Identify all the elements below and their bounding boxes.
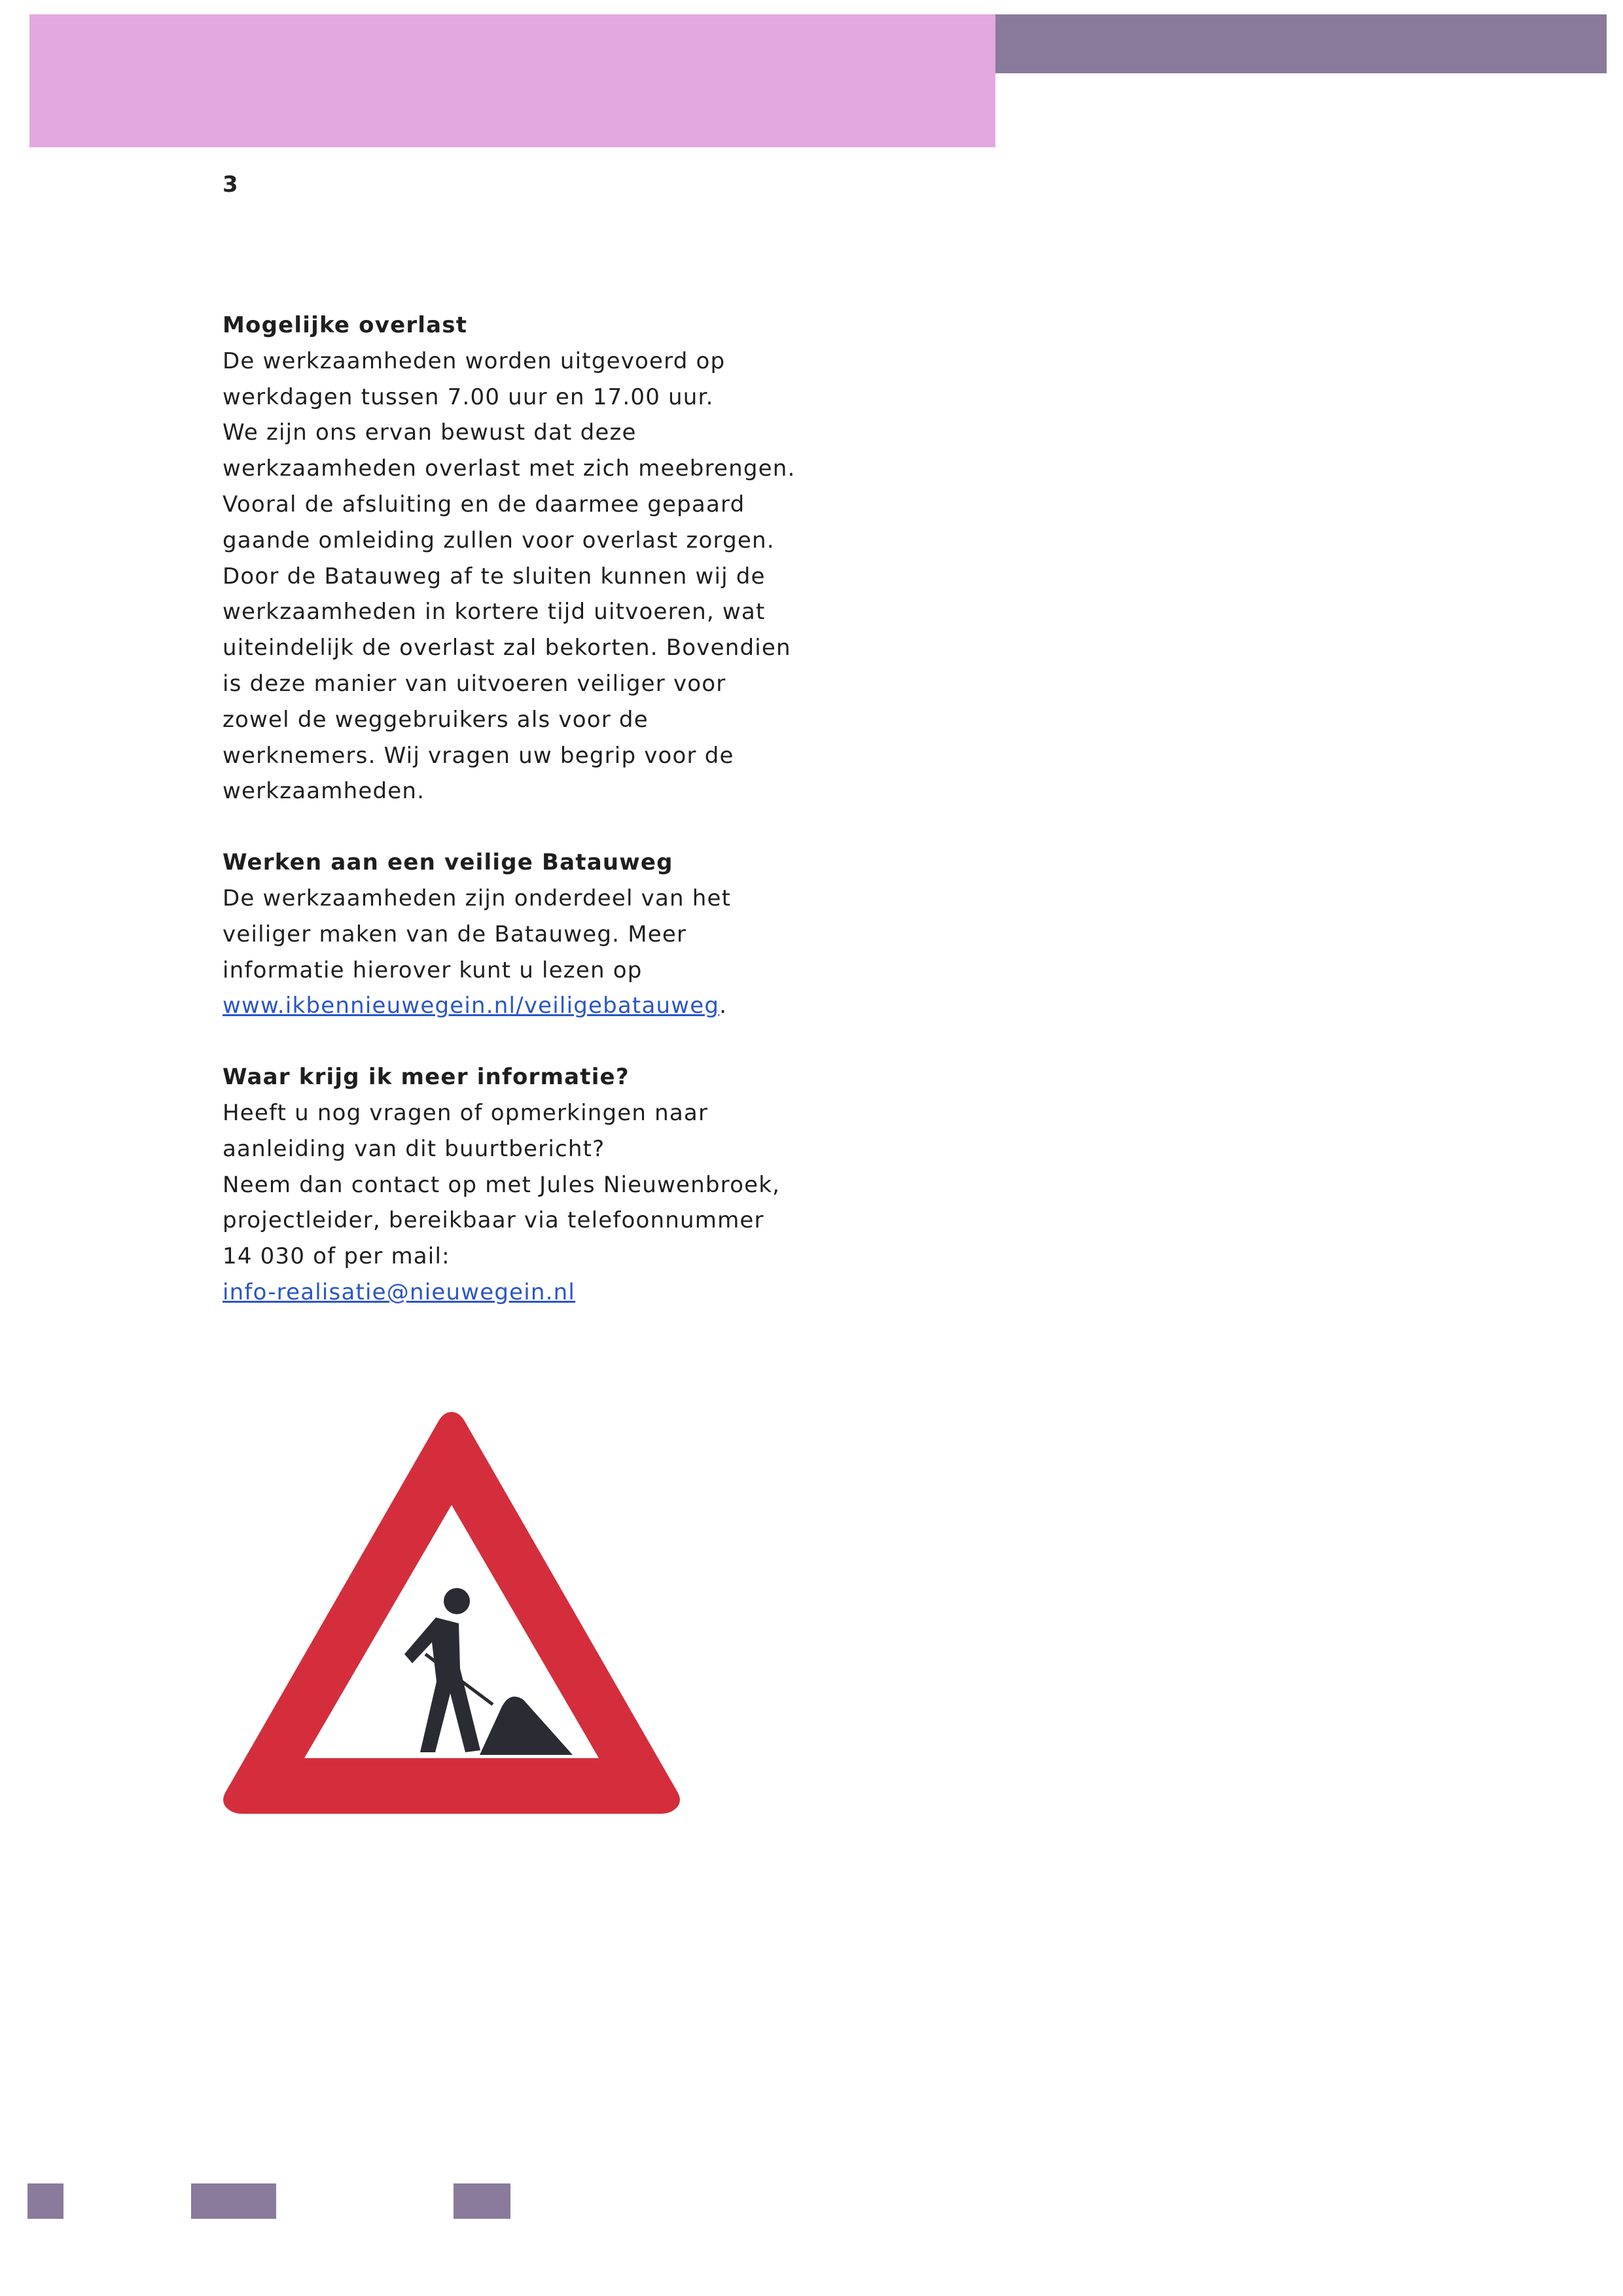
section-overlast bbox=[223, 308, 877, 809]
section-text bbox=[223, 881, 877, 1024]
text-line: 14 030 of per mail: bbox=[223, 1243, 450, 1270]
text-line bbox=[223, 988, 877, 1024]
page-number: 3 bbox=[223, 171, 238, 198]
text-line: Door de Batauweg af te sluiten kunnen wij de bbox=[223, 563, 766, 590]
footer-square-3 bbox=[454, 2183, 510, 2219]
text-line: werkzaamheden. bbox=[223, 778, 425, 805]
footer-square-2 bbox=[191, 2183, 276, 2219]
section-heading: Mogelijke overlast bbox=[223, 312, 468, 338]
text-line: veiliger maken van de Batauweg. Meer bbox=[223, 921, 687, 947]
text-line: werknemers. Wij vragen uw begrip voor de bbox=[223, 742, 734, 769]
section-meer-informatie bbox=[223, 1059, 877, 1311]
section-text bbox=[223, 1095, 877, 1311]
text-line: De werkzaamheden worden uitgevoerd op bbox=[223, 347, 726, 374]
text-line: De werkzaamheden zijn onderdeel van het bbox=[223, 885, 732, 911]
email-link[interactable]: info-realisatie@nieuwegein.nl bbox=[223, 1279, 576, 1305]
text-line: Vooral de afsluiting en de daarmee gepaard bbox=[223, 491, 745, 518]
road-works-warning-sign-icon bbox=[216, 1407, 687, 1819]
section-heading: Waar krijg ik meer informatie? bbox=[223, 1064, 630, 1091]
link-suffix: . bbox=[719, 993, 728, 1019]
text-line: werkdagen tussen 7.00 uur en 17.00 uur. bbox=[223, 383, 714, 410]
text-line: informatie hierover kunt u lezen op bbox=[223, 957, 643, 983]
footer-square-1 bbox=[27, 2183, 63, 2219]
text-line: werkzaamheden in kortere tijd uitvoeren, wat bbox=[223, 599, 766, 626]
text-line: uiteindelijk de overlast zal bekorten. Bovendien bbox=[223, 635, 791, 662]
text-line bbox=[223, 1275, 877, 1311]
text-line: werkzaamheden overlast met zich meebrengen. bbox=[223, 455, 796, 482]
text-line: Neem dan contact op met Jules Nieuwenbroek, bbox=[223, 1171, 781, 1198]
header-band-pink bbox=[29, 14, 995, 147]
text-line: Heeft u nog vragen of opmerkingen naar bbox=[223, 1099, 709, 1126]
text-line: aanleiding van dit buurtbericht? bbox=[223, 1135, 605, 1162]
document-body bbox=[223, 308, 877, 1346]
section-veilige-batauweg bbox=[223, 845, 877, 1024]
text-line: projectleider, bereikbaar via telefoonnummer bbox=[223, 1207, 764, 1234]
text-line: We zijn ons ervan bewust dat deze bbox=[223, 419, 637, 446]
text-line: gaande omleiding zullen voor overlast zorgen. bbox=[223, 527, 775, 554]
section-heading: Werken aan een veilige Batauweg bbox=[223, 849, 673, 876]
website-link[interactable]: www.ikbennieuwegein.nl/veiligebatauweg bbox=[223, 993, 720, 1019]
text-line: is deze manier van uitvoeren veiliger voor bbox=[223, 670, 726, 697]
header-band-purple bbox=[995, 14, 1607, 73]
section-text bbox=[223, 344, 877, 809]
text-line: zowel de weggebruikers als voor de bbox=[223, 706, 649, 733]
